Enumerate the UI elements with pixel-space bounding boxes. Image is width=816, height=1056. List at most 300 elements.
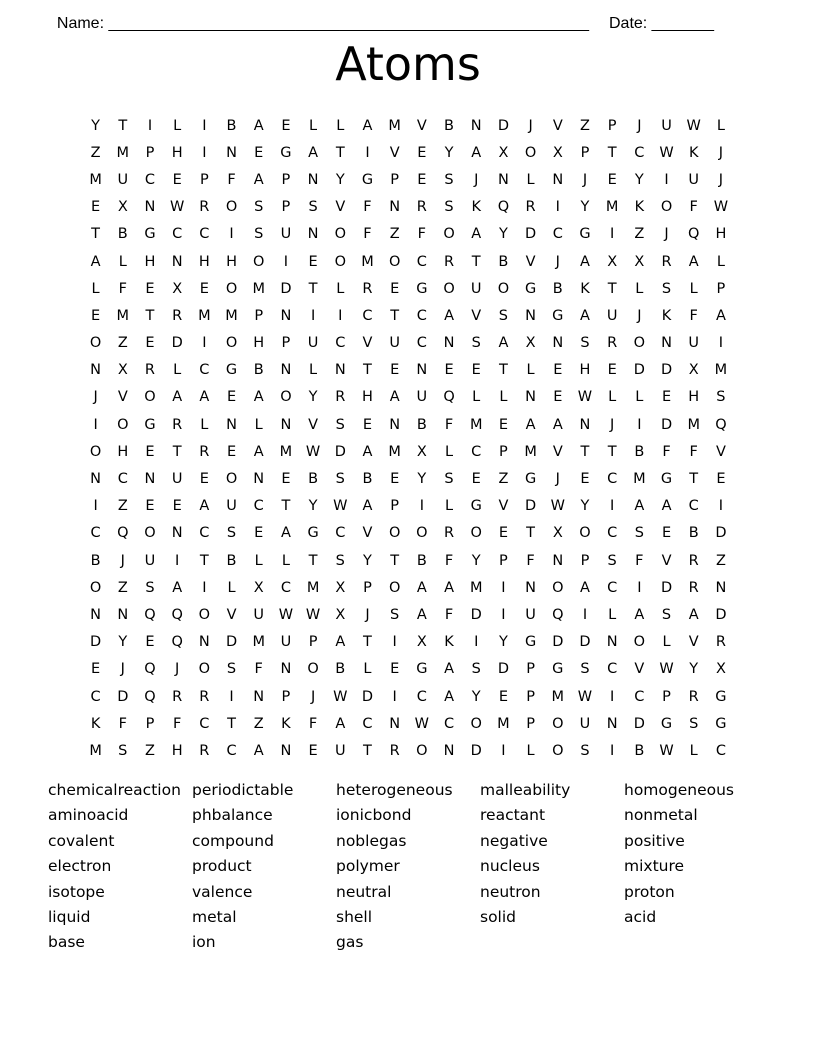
grid-letter[interactable]: A xyxy=(688,606,699,623)
grid-letter[interactable]: Y xyxy=(471,688,481,705)
grid-letter[interactable]: G xyxy=(280,144,292,161)
grid-letter[interactable]: E xyxy=(471,362,481,379)
grid-letter[interactable]: V xyxy=(498,498,509,515)
grid-letter[interactable]: Y xyxy=(689,661,699,678)
grid-letter[interactable]: E xyxy=(226,389,237,406)
grid-letter[interactable]: Z xyxy=(90,144,101,161)
grid-letter[interactable]: I xyxy=(202,335,207,352)
grid-letter[interactable]: W xyxy=(659,661,674,678)
grid-letter[interactable]: U xyxy=(470,280,482,297)
grid-letter[interactable]: O xyxy=(443,226,455,243)
grid-letter[interactable]: S xyxy=(335,416,345,433)
grid-letter[interactable]: C xyxy=(688,498,699,515)
grid-letter[interactable]: G xyxy=(524,471,537,488)
grid-letter[interactable]: B xyxy=(253,362,264,379)
grid-letter[interactable]: E xyxy=(390,280,400,297)
grid-letter[interactable]: A xyxy=(580,307,590,324)
grid-letter[interactable]: R xyxy=(443,253,455,270)
grid-letter[interactable]: S xyxy=(444,171,454,188)
grid-letter[interactable]: U xyxy=(525,606,536,623)
grid-letter[interactable]: P xyxy=(199,171,209,188)
grid-letter[interactable]: F xyxy=(118,280,127,297)
grid-letter[interactable]: C xyxy=(144,171,156,188)
grid-letter[interactable]: V xyxy=(661,552,672,569)
grid-letter[interactable]: S xyxy=(661,280,672,297)
grid-letter[interactable]: F xyxy=(254,661,263,678)
grid-letter[interactable]: L xyxy=(444,498,454,515)
grid-letter[interactable]: O xyxy=(470,715,482,732)
grid-letter[interactable]: V xyxy=(634,661,645,678)
grid-letter[interactable]: G xyxy=(660,715,673,732)
grid-letter[interactable]: U xyxy=(688,335,700,352)
grid-letter[interactable]: T xyxy=(199,552,209,569)
grid-letter[interactable]: E xyxy=(226,443,237,460)
grid-letter[interactable]: N xyxy=(470,117,482,134)
grid-letter[interactable]: T xyxy=(227,715,236,732)
grid-letter[interactable]: I xyxy=(175,552,180,569)
grid-letter[interactable]: C xyxy=(226,742,237,759)
grid-letter[interactable]: S xyxy=(444,471,454,488)
grid-letter[interactable]: J xyxy=(175,661,180,678)
grid-letter[interactable]: H xyxy=(198,253,210,270)
grid-letter[interactable]: T xyxy=(390,552,400,569)
grid-letter[interactable]: I xyxy=(147,117,153,134)
grid-letter[interactable]: Y xyxy=(308,389,318,406)
grid-letter[interactable]: N xyxy=(307,171,319,188)
grid-letter[interactable]: C xyxy=(607,661,618,678)
grid-letter[interactable]: E xyxy=(254,144,264,161)
grid-letter[interactable]: X xyxy=(552,525,563,542)
grid-letter[interactable]: B xyxy=(416,416,427,433)
grid-letter[interactable]: N xyxy=(280,661,292,678)
grid-letter[interactable]: R xyxy=(172,688,183,705)
grid-letter[interactable]: E xyxy=(362,416,373,433)
grid-letter[interactable]: D xyxy=(361,688,374,705)
grid-letter[interactable]: B xyxy=(634,443,645,460)
grid-letter[interactable]: D xyxy=(633,362,645,379)
grid-letter[interactable]: Q xyxy=(144,606,156,623)
grid-letter[interactable]: G xyxy=(660,471,673,488)
grid-letter[interactable]: C xyxy=(634,144,645,161)
grid-letter[interactable]: Z xyxy=(253,715,264,732)
grid-letter[interactable]: C xyxy=(607,579,618,596)
grid-letter[interactable]: H xyxy=(579,362,591,379)
grid-letter[interactable]: I xyxy=(283,253,289,270)
grid-letter[interactable]: E xyxy=(91,661,101,678)
grid-letter[interactable]: A xyxy=(253,443,264,460)
grid-letter[interactable]: I xyxy=(610,226,615,243)
grid-letter[interactable]: O xyxy=(334,253,346,270)
grid-letter[interactable]: S xyxy=(444,199,454,216)
grid-letter[interactable]: Y xyxy=(91,117,101,134)
grid-letter[interactable]: L xyxy=(309,362,318,379)
grid-letter[interactable]: I xyxy=(93,416,98,433)
grid-letter[interactable]: O xyxy=(552,579,564,596)
grid-letter[interactable]: V xyxy=(416,117,427,134)
grid-letter[interactable]: I xyxy=(610,688,615,705)
grid-letter[interactable]: A xyxy=(634,498,645,515)
grid-letter[interactable]: N xyxy=(552,552,564,569)
grid-letter[interactable]: O xyxy=(524,144,537,161)
grid-letter[interactable]: I xyxy=(501,742,506,759)
grid-letter[interactable]: I xyxy=(610,742,615,759)
grid-letter[interactable]: O xyxy=(89,443,102,460)
grid-letter[interactable]: Z xyxy=(389,226,400,243)
grid-letter[interactable]: S xyxy=(580,742,590,759)
grid-letter[interactable]: A xyxy=(552,416,563,433)
grid-letter[interactable]: N xyxy=(606,634,618,651)
grid-letter[interactable]: P xyxy=(499,443,508,460)
grid-letter[interactable]: D xyxy=(715,606,727,623)
grid-letter[interactable]: C xyxy=(416,307,427,324)
grid-letter[interactable]: M xyxy=(388,117,401,134)
grid-letter[interactable]: O xyxy=(307,661,319,678)
grid-letter[interactable]: N xyxy=(416,362,428,379)
grid-letter[interactable]: L xyxy=(472,389,481,406)
grid-letter[interactable]: E xyxy=(607,171,617,188)
grid-letter[interactable]: U xyxy=(117,171,129,188)
grid-letter[interactable]: S xyxy=(607,552,617,569)
grid-letter[interactable]: L xyxy=(635,389,644,406)
grid-letter[interactable]: I xyxy=(582,606,588,623)
grid-letter[interactable]: E xyxy=(254,525,264,542)
grid-letter[interactable]: M xyxy=(524,443,537,460)
grid-letter[interactable]: J xyxy=(120,661,125,678)
grid-letter[interactable]: O xyxy=(117,416,129,433)
grid-letter[interactable]: P xyxy=(716,280,726,297)
grid-letter[interactable]: P xyxy=(607,117,617,134)
grid-letter[interactable]: P xyxy=(390,171,400,188)
grid-letter[interactable]: N xyxy=(253,688,265,705)
grid-letter[interactable]: T xyxy=(607,144,617,161)
grid-letter[interactable]: N xyxy=(171,253,183,270)
grid-letter[interactable]: N xyxy=(579,416,591,433)
grid-letter[interactable]: R xyxy=(661,253,672,270)
grid-letter[interactable]: L xyxy=(716,117,725,134)
grid-letter[interactable]: T xyxy=(118,117,128,134)
grid-letter[interactable]: P xyxy=(145,144,155,161)
grid-letter[interactable]: Q xyxy=(117,525,129,542)
grid-letter[interactable]: F xyxy=(635,552,644,569)
grid-letter[interactable]: H xyxy=(117,443,129,460)
grid-letter[interactable]: A xyxy=(253,742,264,759)
grid-letter[interactable]: N xyxy=(280,742,292,759)
grid-letter[interactable]: M xyxy=(116,144,130,161)
grid-letter[interactable]: J xyxy=(610,416,615,433)
grid-letter[interactable]: T xyxy=(363,362,372,379)
grid-letter[interactable]: R xyxy=(172,307,183,324)
grid-letter[interactable]: U xyxy=(688,171,700,188)
grid-letter[interactable]: R xyxy=(199,742,210,759)
grid-letter[interactable]: Y xyxy=(634,171,644,188)
grid-letter[interactable]: S xyxy=(580,335,590,352)
grid-letter[interactable]: E xyxy=(145,280,155,297)
grid-letter[interactable]: K xyxy=(634,199,645,216)
grid-letter[interactable]: B xyxy=(308,471,319,488)
grid-letter[interactable]: K xyxy=(281,715,291,732)
grid-letter[interactable]: B xyxy=(416,552,427,569)
grid-letter[interactable]: X xyxy=(117,362,128,379)
grid-letter[interactable]: G xyxy=(144,226,156,243)
grid-letter[interactable]: X xyxy=(253,579,264,596)
grid-letter[interactable]: O xyxy=(144,389,156,406)
grid-letter[interactable]: N xyxy=(226,144,237,161)
grid-letter[interactable]: N xyxy=(497,171,509,188)
grid-letter[interactable]: M xyxy=(469,579,483,596)
grid-letter[interactable]: Z xyxy=(634,226,645,243)
grid-letter[interactable]: D xyxy=(525,226,537,243)
grid-letter[interactable]: W xyxy=(577,389,593,406)
grid-letter[interactable]: F xyxy=(662,443,671,460)
grid-letter[interactable]: D xyxy=(552,634,564,651)
grid-letter[interactable]: N xyxy=(144,471,156,488)
grid-letter[interactable]: D xyxy=(225,634,238,651)
grid-letter[interactable]: M xyxy=(252,280,265,297)
grid-letter[interactable]: R xyxy=(335,389,346,406)
grid-letter[interactable]: E xyxy=(471,471,481,488)
grid-letter[interactable]: O xyxy=(253,253,265,270)
grid-letter[interactable]: U xyxy=(334,742,346,759)
grid-letter[interactable]: I xyxy=(637,579,642,596)
grid-letter[interactable]: Z xyxy=(117,579,128,596)
grid-letter[interactable]: B xyxy=(226,552,237,569)
grid-letter[interactable]: L xyxy=(309,117,318,134)
grid-letter[interactable]: O xyxy=(198,661,211,678)
grid-letter[interactable]: H xyxy=(226,253,237,270)
grid-letter[interactable]: L xyxy=(336,280,345,297)
grid-letter[interactable]: L xyxy=(526,742,535,759)
grid-letter[interactable]: J xyxy=(555,253,560,270)
grid-letter[interactable]: I xyxy=(392,634,397,651)
grid-letter[interactable]: L xyxy=(444,443,454,460)
grid-letter[interactable]: L xyxy=(526,171,535,188)
grid-letter[interactable]: I xyxy=(338,307,343,324)
grid-letter[interactable]: N xyxy=(253,471,265,488)
grid-letter[interactable]: C xyxy=(90,525,101,542)
grid-letter[interactable]: M xyxy=(633,471,646,488)
grid-letter[interactable]: I xyxy=(718,335,724,352)
grid-letter[interactable]: A xyxy=(525,416,536,433)
grid-letter[interactable]: S xyxy=(226,525,237,542)
grid-letter[interactable]: J xyxy=(474,171,479,188)
grid-letter[interactable]: E xyxy=(498,525,508,542)
grid-letter[interactable]: S xyxy=(580,661,590,678)
grid-letter[interactable]: L xyxy=(281,552,290,569)
grid-letter[interactable]: C xyxy=(416,688,427,705)
grid-letter[interactable]: Y xyxy=(471,552,481,569)
grid-letter[interactable]: T xyxy=(335,144,345,161)
grid-letter[interactable]: U xyxy=(307,335,319,352)
grid-letter[interactable]: K xyxy=(688,144,699,161)
grid-letter[interactable]: N xyxy=(606,715,618,732)
grid-letter[interactable]: F xyxy=(526,552,535,569)
grid-letter[interactable]: C xyxy=(280,579,291,596)
grid-letter[interactable]: D xyxy=(525,498,537,515)
grid-letter[interactable]: N xyxy=(389,199,401,216)
grid-letter[interactable]: A xyxy=(362,117,373,134)
grid-letter[interactable]: Q xyxy=(688,226,700,243)
grid-letter[interactable]: C xyxy=(335,335,346,352)
grid-letter[interactable]: W xyxy=(333,498,348,515)
grid-letter[interactable]: F xyxy=(444,552,454,569)
grid-letter[interactable]: E xyxy=(417,171,427,188)
grid-letter[interactable]: O xyxy=(198,606,211,623)
grid-letter[interactable]: C xyxy=(607,525,618,542)
grid-letter[interactable]: D xyxy=(280,280,292,297)
grid-letter[interactable]: Z xyxy=(715,552,726,569)
grid-letter[interactable]: E xyxy=(580,471,590,488)
grid-letter[interactable]: U xyxy=(253,606,265,623)
grid-letter[interactable]: L xyxy=(363,661,372,678)
grid-letter[interactable]: S xyxy=(661,606,672,623)
grid-letter[interactable]: T xyxy=(363,742,372,759)
grid-letter[interactable]: I xyxy=(555,199,560,216)
grid-letter[interactable]: N xyxy=(226,416,237,433)
grid-letter[interactable]: H xyxy=(144,253,156,270)
grid-letter[interactable]: C xyxy=(362,715,373,732)
grid-letter[interactable]: E xyxy=(199,471,209,488)
grid-letter[interactable]: V xyxy=(525,253,536,270)
grid-letter[interactable]: U xyxy=(280,226,292,243)
grid-letter[interactable]: S xyxy=(471,335,481,352)
grid-letter[interactable]: E xyxy=(308,253,318,270)
grid-letter[interactable]: I xyxy=(501,606,506,623)
grid-letter[interactable]: L xyxy=(254,552,263,569)
grid-letter[interactable]: V xyxy=(471,307,482,324)
grid-letter[interactable]: P xyxy=(580,144,590,161)
grid-letter[interactable]: H xyxy=(715,226,727,243)
grid-letter[interactable]: B xyxy=(552,280,563,297)
grid-letter[interactable]: N xyxy=(443,335,455,352)
grid-letter[interactable]: S xyxy=(689,715,699,732)
grid-letter[interactable]: E xyxy=(390,471,400,488)
grid-letter[interactable]: A xyxy=(253,117,264,134)
grid-letter[interactable]: I xyxy=(664,171,669,188)
grid-letter[interactable]: L xyxy=(336,117,345,134)
grid-letter[interactable]: P xyxy=(580,552,590,569)
grid-letter[interactable]: N xyxy=(117,606,129,623)
grid-letter[interactable]: E xyxy=(390,661,400,678)
grid-letter[interactable]: Q xyxy=(552,606,564,623)
grid-letter[interactable]: J xyxy=(718,171,724,188)
grid-letter[interactable]: E xyxy=(661,525,672,542)
grid-letter[interactable]: F xyxy=(363,226,372,243)
grid-letter[interactable]: D xyxy=(660,416,673,433)
grid-letter[interactable]: A xyxy=(362,443,373,460)
grid-letter[interactable]: W xyxy=(577,688,593,705)
grid-letter[interactable]: L xyxy=(499,389,508,406)
grid-letter[interactable]: C xyxy=(172,226,183,243)
grid-letter[interactable]: O xyxy=(89,579,102,596)
grid-letter[interactable]: A xyxy=(308,144,319,161)
grid-letter[interactable]: B xyxy=(335,661,346,678)
grid-letter[interactable]: I xyxy=(229,226,234,243)
grid-letter[interactable]: C xyxy=(199,525,210,542)
grid-letter[interactable]: G xyxy=(552,307,564,324)
grid-letter[interactable]: V xyxy=(362,335,373,352)
grid-letter[interactable]: C xyxy=(90,688,101,705)
grid-letter[interactable]: K xyxy=(444,634,454,651)
grid-letter[interactable]: A xyxy=(253,171,264,188)
grid-letter[interactable]: O xyxy=(497,280,510,297)
grid-letter[interactable]: X xyxy=(525,335,536,352)
grid-letter[interactable]: M xyxy=(252,634,265,651)
grid-letter[interactable]: O xyxy=(388,579,401,596)
grid-letter[interactable]: U xyxy=(280,634,292,651)
grid-letter[interactable]: C xyxy=(335,525,346,542)
grid-letter[interactable]: N xyxy=(389,715,401,732)
grid-letter[interactable]: T xyxy=(471,253,481,270)
grid-letter[interactable]: X xyxy=(688,362,699,379)
grid-letter[interactable]: E xyxy=(498,416,508,433)
grid-letter[interactable]: Y xyxy=(308,498,318,515)
grid-letter[interactable]: T xyxy=(580,443,590,460)
grid-letter[interactable]: Z xyxy=(498,471,509,488)
grid-letter[interactable]: U xyxy=(416,389,428,406)
grid-letter[interactable]: P xyxy=(281,335,291,352)
grid-letter[interactable]: Y xyxy=(363,552,372,569)
grid-letter[interactable]: O xyxy=(388,253,401,270)
grid-letter[interactable]: A xyxy=(444,661,454,678)
grid-letter[interactable]: X xyxy=(416,443,427,460)
grid-letter[interactable]: V xyxy=(226,606,237,623)
grid-letter[interactable]: O xyxy=(89,335,102,352)
grid-letter[interactable]: A xyxy=(335,634,346,651)
grid-letter[interactable]: T xyxy=(308,552,318,569)
grid-letter[interactable]: O xyxy=(443,280,455,297)
grid-letter[interactable]: A xyxy=(580,579,590,596)
grid-letter[interactable]: X xyxy=(416,634,427,651)
grid-letter[interactable]: Y xyxy=(118,634,128,651)
grid-letter[interactable]: V xyxy=(117,389,128,406)
grid-letter[interactable]: P xyxy=(281,171,291,188)
grid-letter[interactable]: Z xyxy=(117,335,128,352)
grid-letter[interactable]: F xyxy=(444,606,454,623)
grid-letter[interactable]: T xyxy=(689,471,699,488)
grid-letter[interactable]: I xyxy=(202,117,207,134)
grid-letter[interactable]: N xyxy=(280,416,292,433)
grid-letter[interactable]: L xyxy=(635,280,644,297)
grid-letter[interactable]: N xyxy=(443,742,455,759)
grid-letter[interactable]: H xyxy=(688,389,700,406)
grid-letter[interactable]: J xyxy=(120,552,125,569)
grid-letter[interactable]: S xyxy=(498,307,509,324)
grid-letter[interactable]: P xyxy=(526,715,535,732)
grid-letter[interactable]: X xyxy=(335,606,346,623)
grid-letter[interactable]: I xyxy=(202,579,207,596)
grid-letter[interactable]: L xyxy=(608,606,617,623)
grid-letter[interactable]: J xyxy=(718,144,724,161)
grid-letter[interactable]: E xyxy=(553,389,563,406)
grid-letter[interactable]: I xyxy=(229,688,234,705)
grid-letter[interactable]: N xyxy=(90,362,102,379)
grid-letter[interactable]: C xyxy=(471,443,482,460)
grid-letter[interactable]: L xyxy=(227,579,236,596)
grid-letter[interactable]: B xyxy=(634,742,645,759)
grid-letter[interactable]: W xyxy=(333,688,348,705)
grid-letter[interactable]: S xyxy=(308,199,318,216)
grid-letter[interactable]: I xyxy=(501,579,506,596)
grid-letter[interactable]: I xyxy=(718,498,724,515)
grid-letter[interactable]: M xyxy=(714,362,728,379)
grid-letter[interactable]: A xyxy=(362,498,373,515)
grid-letter[interactable]: T xyxy=(607,280,617,297)
grid-letter[interactable]: K xyxy=(580,280,590,297)
grid-letter[interactable]: U xyxy=(171,471,183,488)
grid-letter[interactable]: O xyxy=(334,226,346,243)
grid-letter[interactable]: U xyxy=(389,335,400,352)
grid-letter[interactable]: C xyxy=(199,362,210,379)
